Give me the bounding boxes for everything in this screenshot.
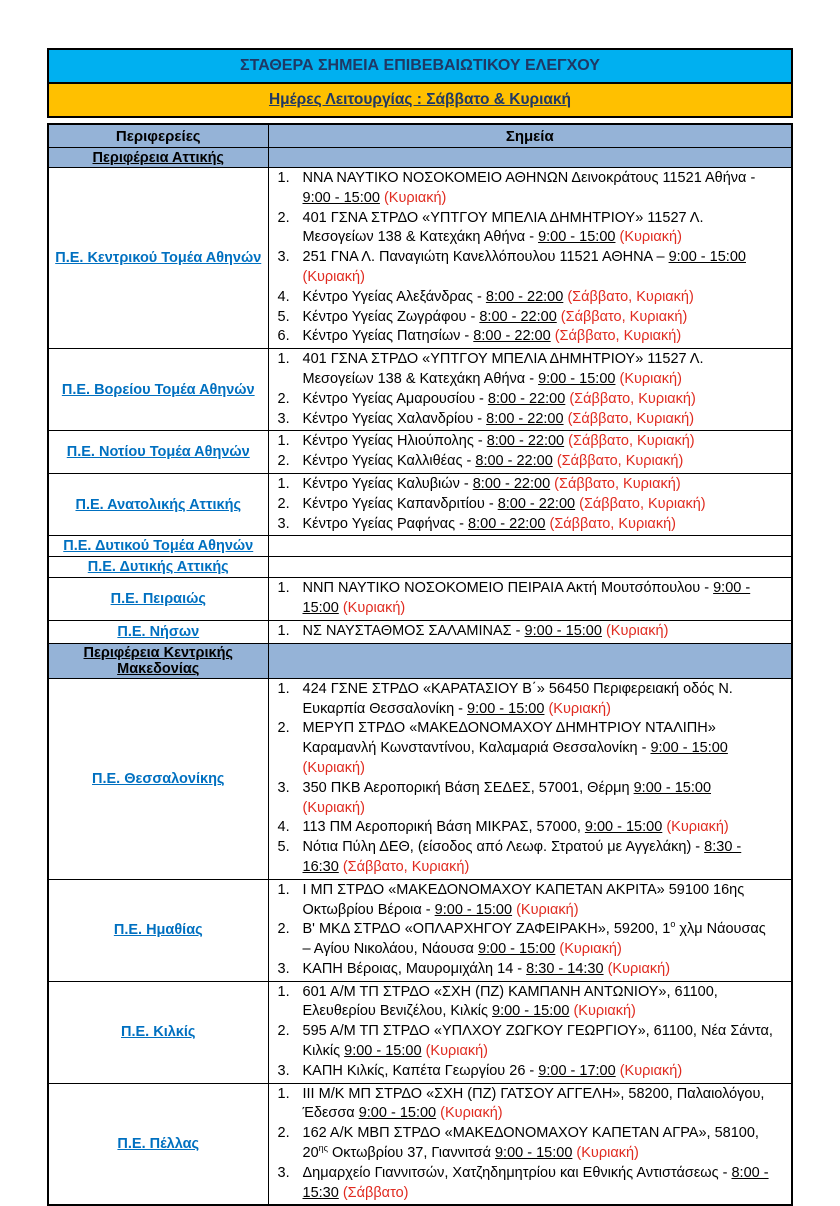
points-list	[278, 983, 774, 1082]
point-days: (Σάββατο, Κυριακή)	[568, 433, 695, 450]
point-text: 251 ΓΝΑ Λ. Παναγιώτη Κανελλόπουλου 11521 ΑΘΗΝΑ – 9:00 - 15:00 (Κυριακή)	[302, 249, 746, 285]
point-days: (Κυριακή)	[548, 700, 611, 717]
region-cell	[48, 557, 268, 578]
points-list	[278, 622, 774, 642]
point-text: ΙΙΙ Μ/Κ ΜΠ ΣΤΡΔΟ «ΣΧΗ (ΠΖ) ΓΑΤΣΟΥ ΑΓΓΕΛΗ», 58200, Παλαιολόγου, Έδεσσα 9:00 - 15:00 (Κυριακή)	[302, 1085, 765, 1122]
point-hours: 8:00 - 22:00	[486, 433, 565, 450]
region-cell	[48, 349, 268, 431]
point-item	[278, 1124, 774, 1164]
point-hours: 9:00 - 15:00	[492, 1003, 570, 1020]
document-page	[47, 48, 793, 1206]
point-number: 1.	[277, 351, 290, 368]
region-cell	[48, 473, 268, 535]
title-row	[48, 49, 792, 83]
column-header-points: Σημεία	[268, 124, 792, 148]
point-item	[278, 983, 774, 1023]
point-number: 3.	[277, 410, 290, 427]
section-header-spacer-cell	[268, 643, 792, 678]
point-text: 113 ΠΜ Αεροπορική Βάση ΜΙΚΡΑΣ, 57000, 9:00 - 15:00 (Κυριακή)	[302, 819, 729, 836]
point-days: (Σάββατο, Κυριακή)	[569, 390, 696, 407]
point-item	[278, 960, 774, 980]
region-row	[48, 1083, 792, 1205]
point-days: (Κυριακή)	[619, 1062, 683, 1079]
point-item	[278, 288, 774, 308]
point-days: (Σάββατο)	[342, 1184, 409, 1201]
point-item	[278, 881, 774, 921]
point-number: 1.	[277, 433, 290, 450]
point-number: 1.	[277, 580, 290, 597]
point-item	[278, 390, 774, 410]
region-label: Π.Ε. Βορείου Τομέα Αθηνών	[61, 381, 255, 398]
points-cell	[268, 678, 792, 879]
point-text: Δημαρχείο Γιαννιτσών, Χατζηδημητρίου και Εθνικής Αντιστάσεως - 8:00 - 15:30 (Σάββατο)	[302, 1164, 769, 1201]
point-text: 162 Α/Κ ΜΒΠ ΣΤΡΔΟ «ΜΑΚΕΔΟΝΟΜΑΧΟΥ ΚΑΠΕΤΑΝ ΑΓΡΑ», 58100, $20^{\eta\varsigma}$ Οκτωβρίου 37, Γιαννιτσά 9:00 - 15:00 (Κυριακή)	[302, 1125, 759, 1162]
section-header-row	[48, 643, 792, 678]
region-label: Π.Ε. Ανατολικής Αττικής	[75, 496, 242, 513]
point-text: 424 ΓΣΝΕ ΣΤΡΔΟ «ΚΑΡΑΤΑΣΙΟΥ Β΄» 56450 Περιφερειακή οδός Ν. Ευκαρπία Θεσσαλονίκη - 9:00 - 15:00 (Κυριακή)	[302, 680, 733, 717]
points-cell	[268, 557, 792, 578]
region-label: Π.Ε. Δυτικής Αττικής	[87, 559, 229, 576]
region-row	[48, 620, 792, 643]
points-list	[278, 1085, 774, 1204]
section-header-row	[48, 148, 792, 168]
point-number: 4.	[277, 288, 290, 305]
region-cell	[48, 168, 268, 349]
point-hours: 8:00 - 22:00	[468, 515, 546, 532]
region-label: Π.Ε. Ημαθίας	[113, 922, 203, 939]
point-number: 1.	[277, 983, 290, 1000]
point-hours: 8:30 - 16:30	[302, 839, 742, 875]
region-cell	[48, 879, 268, 981]
points-list	[278, 579, 774, 619]
points-list	[278, 350, 774, 429]
point-days: (Κυριακή)	[559, 941, 622, 958]
point-number: 1.	[277, 170, 290, 186]
point-number: 1.	[277, 881, 290, 898]
point-days: (Κυριακή)	[573, 1003, 636, 1020]
points-cell	[268, 879, 792, 981]
point-hours: 8:00 - 22:00	[487, 390, 566, 407]
point-hours: 9:00 - 15:00	[344, 1043, 422, 1060]
region-label: Π.Ε. Κιλκίς	[121, 1024, 196, 1041]
point-hours: 9:00 - 15:00	[477, 941, 556, 958]
point-days: (Σάββατο, Κυριακή)	[556, 453, 684, 470]
region-cell	[48, 578, 268, 621]
point-number: 2.	[277, 209, 290, 226]
point-number: 1.	[277, 680, 290, 697]
point-item	[278, 818, 774, 838]
region-row	[48, 473, 792, 535]
point-days: (Κυριακή)	[576, 1145, 639, 1162]
point-hours: 8:00 - 22:00	[485, 288, 564, 305]
region-label: Π.Ε. Θεσσαλονίκης	[92, 770, 225, 787]
point-text: Κέντρο Υγείας Αμαρουσίου - 8:00 - 22:00 (Σάββατο, Κυριακή)	[302, 390, 696, 407]
point-days: (Σάββατο, Κυριακή)	[554, 328, 682, 345]
point-text: ΝΝΠ ΝΑΥΤΙΚΟ ΝΟΣΟΚΟΜΕΙΟ ΠΕΙΡΑΙΑ Ακτή Μουτσόπουλου - 9:00 - 15:00 (Κυριακή)	[302, 580, 751, 617]
point-text: Κέντρο Υγείας Πατησίων - 8:00 - 22:00 (Σάββατο, Κυριακή)	[302, 328, 682, 345]
region-row	[48, 431, 792, 474]
point-days: (Κυριακή)	[302, 268, 365, 285]
point-item	[278, 579, 774, 619]
point-text: 401 ΓΣΝΑ ΣΤΡΔΟ «ΥΠΤΓΟΥ ΜΠΕΛΙΑ ΔΗΜΗΤΡΙΟΥ» 11527 Λ. Μεσογείων 138 & Κατεχάκη Αθήνα - 9:00 - 15:00 (Κυριακή)	[302, 351, 704, 387]
point-number: 3.	[277, 249, 290, 266]
point-days: (Κυριακή)	[666, 819, 729, 836]
page-title: ΣΤΑΘΕΡΑ ΣΗΜΕΙΑ ΕΠΙΒΕΒΑΙΩΤΙΚΟΥ ΕΛΕΓΧΟΥ	[48, 49, 792, 83]
point-hours: 8:30 - 14:30	[526, 960, 604, 977]
points-cell	[268, 578, 792, 621]
columns-header-row	[48, 124, 792, 148]
points-list	[278, 881, 774, 980]
point-text: Κέντρο Υγείας Αλεξάνδρας - 8:00 - 22:00 (Σάββατο, Κυριακή)	[302, 288, 694, 305]
point-days: (Κυριακή)	[607, 960, 671, 977]
points-cell	[268, 431, 792, 474]
point-text: Κέντρο Υγείας Καπανδριτίου - 8:00 - 22:00 (Σάββατο, Κυριακή)	[302, 495, 706, 512]
point-days: (Σάββατο, Κυριακή)	[567, 410, 695, 427]
point-number: 3.	[277, 1062, 290, 1079]
point-days: (Σάββατο, Κυριακή)	[560, 308, 688, 325]
section-header-cell	[48, 148, 268, 168]
point-hours: 8:00 - 22:00	[486, 410, 564, 427]
point-item	[278, 475, 774, 495]
points-cell	[268, 981, 792, 1083]
point-hours: 9:00 - 15:00	[538, 370, 616, 387]
point-days: (Κυριακή)	[440, 1105, 503, 1122]
point-number: 5.	[277, 839, 290, 856]
section-header-label: Περιφέρεια Αττικής	[92, 149, 224, 166]
point-text: ΜΕΡΥΠ ΣΤΡΔΟ «ΜΑΚΕΔΟΝΟΜΑΧΟΥ ΔΗΜΗΤΡΙΟΥ ΝΤΑΛΙΠΗ» Καραμανλή Κωνσταντίνου, Καλαμαριά Θεσσαλονίκη - 9:00 - 15:00 (Κυριακή)	[302, 720, 728, 776]
point-number: 2.	[277, 1125, 290, 1142]
point-days: (Σάββατο, Κυριακή)	[567, 288, 694, 305]
point-hours: 9:00 - 15:00	[633, 779, 712, 796]
column-header-regions: Περιφερείες	[48, 124, 268, 148]
point-number: 2.	[277, 495, 290, 512]
point-days: (Σάββατο, Κυριακή)	[342, 858, 470, 875]
point-item	[278, 350, 774, 390]
point-days: (Κυριακή)	[516, 901, 579, 918]
point-number: 2.	[277, 1023, 290, 1040]
point-text: Κέντρο Υγείας Ραφήνας - 8:00 - 22:00 (Σάββατο, Κυριακή)	[302, 515, 676, 532]
point-days: (Σάββατο, Κυριακή)	[554, 475, 681, 492]
region-row	[48, 879, 792, 981]
point-item	[278, 779, 774, 819]
point-item	[278, 515, 774, 535]
point-hours: 8:00 - 22:00	[475, 453, 553, 470]
points-cell	[268, 473, 792, 535]
point-item	[278, 920, 774, 960]
point-hours: 8:00 - 22:00	[473, 328, 551, 345]
point-text: ΝΝΑ ΝΑΥΤΙΚΟ ΝΟΣΟΚΟΜΕΙΟ ΑΘΗΝΩΝ Δεινοκράτους 11521 Αθήνα - 9:00 - 15:00 (Κυριακή)	[302, 170, 756, 206]
operating-days-banner	[48, 83, 792, 117]
point-days: (Κυριακή)	[302, 799, 365, 816]
point-text: ΝΣ ΝΑΥΣΤΑΘΜΟΣ ΣΑΛΑΜΙΝΑΣ - 9:00 - 15:00 (Κυριακή)	[302, 622, 669, 639]
point-number: 2.	[277, 921, 290, 938]
point-superscript: ο	[670, 919, 676, 930]
point-hours: 9:00 - 15:00	[650, 740, 728, 757]
point-item	[278, 308, 774, 328]
point-text: 401 ΓΣΝΑ ΣΤΡΔΟ «ΥΠΤΓΟΥ ΜΠΕΛΙΑ ΔΗΜΗΤΡΙΟΥ» 11527 Λ. Μεσογείων 138 & Κατεχάκη Αθήνα - 9:00 - 15:00 (Κυριακή)	[302, 209, 704, 246]
point-item	[278, 680, 774, 720]
point-number: 4.	[277, 819, 290, 836]
point-hours: 8:00 - 22:00	[472, 475, 551, 492]
point-item	[278, 410, 774, 430]
point-number: 6.	[277, 328, 290, 345]
point-number: 3.	[277, 515, 290, 532]
point-item	[278, 719, 774, 778]
region-row	[48, 578, 792, 621]
point-number: 1.	[277, 475, 290, 492]
point-days: (Κυριακή)	[425, 1043, 489, 1060]
point-item	[278, 622, 774, 642]
point-item	[278, 209, 774, 249]
region-row	[48, 168, 792, 349]
point-hours: 9:00 - 15:00	[538, 229, 616, 246]
point-text: ΚΑΠΗ Βέροιας, Μαυρομιχάλη 14 - 8:30 - 14:30 (Κυριακή)	[302, 960, 671, 977]
region-row	[48, 349, 792, 431]
point-days: (Κυριακή)	[605, 622, 669, 639]
point-item	[278, 248, 774, 288]
point-text: Κέντρο Υγείας Χαλανδρίου - 8:00 - 22:00 (Σάββατο, Κυριακή)	[302, 410, 695, 427]
point-days: (Σάββατο, Κυριακή)	[549, 515, 676, 532]
point-text: Κέντρο Υγείας Ηλιούπολης - 8:00 - 22:00 (Σάββατο, Κυριακή)	[302, 433, 695, 450]
region-label: Π.Ε. Δυτικού Τομέα Αθηνών	[63, 538, 254, 555]
point-hours: 9:00 - 15:00	[584, 819, 663, 836]
point-item	[278, 495, 774, 515]
point-text: 350 ΠΚΒ Αεροπορική Βάση ΣΕΔΕΣ, 57001, Θέρμη 9:00 - 15:00 (Κυριακή)	[302, 779, 712, 816]
point-hours: 8:00 - 15:30	[302, 1164, 769, 1201]
point-text: Β' ΜΚΔ ΣΤΡΔΟ «ΟΠΛΑΡΧΗΓΟΥ ΖΑΦΕΙΡΑΚΗ», 59200, $1^o$ χλμ Νάουσας – Αγίου Νικολάου, Νάουσα 9:00 - 15:00 (Κυριακή)	[302, 919, 766, 958]
point-item	[278, 327, 774, 347]
point-hours: 9:00 - 17:00	[538, 1062, 616, 1079]
point-text: Ι ΜΠ ΣΤΡΔΟ «ΜΑΚΕΔΟΝΟΜΑΧΟΥ ΚΑΠΕΤΑΝ ΑΚΡΙΤΑ» 59100 16ης Οκτωβρίου Βέροια - 9:00 - 15:00 (Κυριακή)	[302, 881, 745, 918]
point-hours: 9:00 - 15:00	[494, 1145, 573, 1162]
points-cell	[268, 349, 792, 431]
subtitle-row	[48, 83, 792, 117]
point-hours: 8:00 - 22:00	[479, 308, 557, 325]
point-days: (Κυριακή)	[619, 229, 682, 246]
point-hours: 9:00 - 15:00	[668, 249, 746, 266]
points-cell	[268, 536, 792, 557]
region-row	[48, 981, 792, 1083]
point-number: 3.	[277, 1164, 290, 1181]
testing-points-table	[47, 123, 793, 1206]
point-days: (Κυριακή)	[342, 600, 406, 617]
region-label: Π.Ε. Νήσων	[117, 623, 200, 640]
point-text: 601 Α/Μ ΤΠ ΣΤΡΔΟ «ΣΧΗ (ΠΖ) ΚΑΜΠΑΝΗ ΑΝΤΩΝΙΟΥ», 61100, Ελευθερίου Βενιζέλου, Κιλκίς 9:00 - 15:00 (Κυριακή)	[302, 983, 718, 1020]
points-cell	[268, 168, 792, 349]
points-list	[278, 432, 774, 472]
point-hours: 9:00 - 15:00	[302, 189, 380, 206]
region-cell	[48, 536, 268, 557]
point-number: 5.	[277, 308, 290, 325]
points-list	[278, 680, 774, 878]
points-list	[278, 475, 774, 534]
region-cell	[48, 431, 268, 474]
point-text: Κέντρο Υγείας Καλυβιών - 8:00 - 22:00 (Σάββατο, Κυριακή)	[302, 475, 681, 492]
point-superscript: ης	[318, 1143, 328, 1154]
point-item	[278, 169, 774, 209]
point-days: (Σάββατο, Κυριακή)	[579, 495, 706, 512]
region-row	[48, 678, 792, 879]
point-hours: 9:00 - 15:00	[467, 700, 545, 717]
region-label: Π.Ε. Κεντρικού Τομέα Αθηνών	[55, 250, 262, 267]
region-row	[48, 536, 792, 557]
point-text: ΚΑΠΗ Κιλκίς, Καπέτα Γεωργίου 26 - 9:00 - 17:00 (Κυριακή)	[302, 1062, 683, 1079]
document-header-table	[47, 48, 793, 118]
point-hours: 9:00 - 15:00	[524, 622, 602, 639]
point-text: Νότια Πύλη ΔΕΘ, (είσοδος από Λεωφ. Στρατού με Αγγελάκη) - 8:30 - 16:30 (Σάββατο, Κυριακή)	[302, 839, 742, 875]
point-item	[278, 1062, 774, 1082]
region-cell	[48, 678, 268, 879]
point-text: Κέντρο Υγείας Καλλιθέας - 8:00 - 22:00 (Σάββατο, Κυριακή)	[302, 453, 684, 470]
operating-days-text: Ημέρες Λειτουργίας : Σάββατο & Κυριακή	[268, 91, 572, 108]
region-cell	[48, 1083, 268, 1205]
point-text: 595 Α/Μ ΤΠ ΣΤΡΔΟ «ΥΠΛΧΟΥ ΖΩΓΚΟΥ ΓΕΩΡΓΙΟΥ», 61100, Νέα Σάντα, Κιλκίς 9:00 - 15:00 (Κυριακή)	[302, 1023, 773, 1060]
point-number: 1.	[277, 622, 290, 639]
point-number: 1.	[277, 1085, 290, 1102]
section-header-label: Περιφέρεια Κεντρικής Μακεδονίας	[83, 644, 233, 677]
point-item	[278, 1022, 774, 1062]
point-item	[278, 452, 774, 472]
region-label: Π.Ε. Πειραιώς	[110, 591, 206, 608]
section-header-cell	[48, 643, 268, 678]
point-item	[278, 1085, 774, 1125]
point-hours: 9:00 - 15:00	[358, 1105, 437, 1122]
point-hours: 8:00 - 22:00	[497, 495, 576, 512]
point-number: 2.	[277, 390, 290, 407]
region-label: Π.Ε. Πέλλας	[117, 1136, 200, 1153]
region-cell	[48, 620, 268, 643]
point-hours: 9:00 - 15:00	[302, 580, 751, 617]
point-text: Κέντρο Υγείας Ζωγράφου - 8:00 - 22:00 (Σάββατο, Κυριακή)	[302, 308, 688, 325]
section-header-spacer-cell	[268, 148, 792, 168]
point-number: 2.	[277, 720, 290, 737]
points-list	[278, 169, 774, 347]
point-days: (Κυριακή)	[383, 189, 447, 206]
point-item	[278, 1164, 774, 1204]
region-row	[48, 557, 792, 578]
point-item	[278, 838, 774, 878]
point-item	[278, 432, 774, 452]
points-cell	[268, 1083, 792, 1205]
point-days: (Κυριακή)	[619, 370, 682, 387]
region-label: Π.Ε. Νοτίου Τομέα Αθηνών	[66, 444, 250, 461]
point-number: 3.	[277, 779, 290, 796]
point-number: 3.	[277, 960, 290, 977]
region-cell	[48, 981, 268, 1083]
points-cell	[268, 620, 792, 643]
point-days: (Κυριακή)	[302, 759, 365, 776]
point-number: 2.	[277, 453, 290, 470]
point-hours: 9:00 - 15:00	[434, 901, 513, 918]
